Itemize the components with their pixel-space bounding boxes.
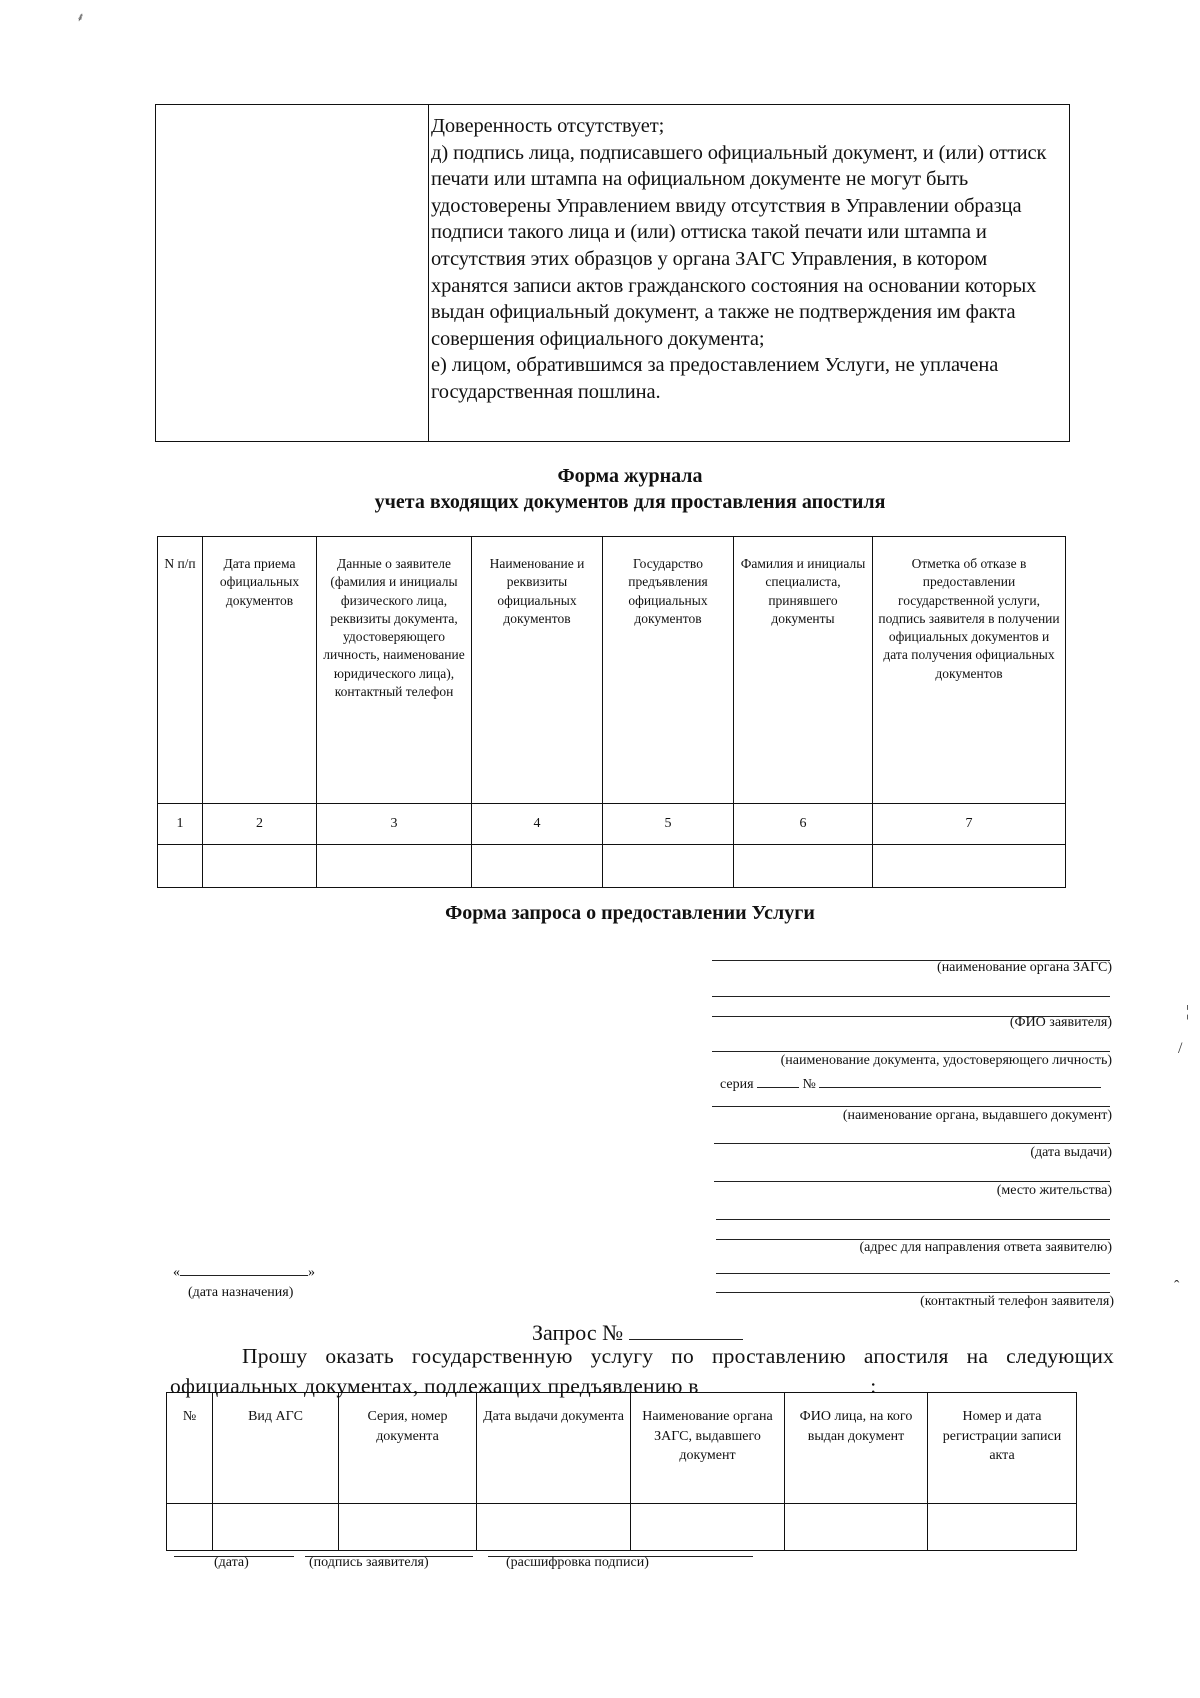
applicant-caption: (ФИО заявителя) — [1009, 1015, 1112, 1030]
journal-subtitle: учета входящих документов для проставления апостиля — [374, 491, 886, 513]
request-column-header: Номер и дата регистрации записи акта — [928, 1393, 1077, 1504]
journal-empty-cell[interactable] — [873, 845, 1066, 888]
signature-caption: (подпись заявителя) — [309, 1555, 429, 1570]
issue-date-caption: (дата выдачи) — [1030, 1145, 1112, 1160]
request-form-title: Форма запроса о предоставлении Услуги — [445, 902, 815, 924]
request-body-text: Прошу оказать государственную услугу по проставлению апостиля на следующих официальных документах, подлежащих предъявлению в — [170, 1344, 1114, 1398]
request-empty-cell[interactable] — [339, 1504, 477, 1551]
applicant-fill-line[interactable] — [712, 996, 1110, 997]
issuer-fill-line[interactable] — [712, 1106, 1110, 1107]
series-number-row — [720, 1075, 1101, 1093]
margin-scan-mark: / — [1178, 1040, 1183, 1057]
reply-address-fill-line[interactable] — [716, 1219, 1110, 1220]
refusal-grounds-table — [155, 104, 1070, 442]
refusal-grounds-label-cell — [156, 105, 429, 442]
open-quote: « — [173, 1265, 180, 1280]
request-empty-cell[interactable] — [631, 1504, 785, 1551]
request-empty-cell[interactable] — [167, 1504, 213, 1551]
appointment-date-caption: (дата назначения) — [188, 1285, 294, 1300]
series-label: серия — [720, 1077, 754, 1092]
journal-empty-cell[interactable] — [472, 845, 603, 888]
journal-column-header: Фамилия и инициалы специалиста, принявшего документы — [734, 537, 873, 804]
journal-empty-cell[interactable] — [734, 845, 873, 888]
request-empty-cell[interactable] — [785, 1504, 928, 1551]
journal-column-number: 4 — [472, 804, 603, 845]
journal-empty-cell[interactable] — [203, 845, 317, 888]
request-column-header: Наименование органа ЗАГС, выдавшего документ — [631, 1393, 785, 1504]
request-empty-row — [167, 1504, 1077, 1551]
zags-caption: (наименование органа ЗАГС) — [937, 960, 1112, 975]
journal-empty-row — [158, 845, 1066, 888]
request-documents-table — [166, 1392, 1077, 1551]
margin-scan-mark: ¦ — [1186, 1003, 1190, 1020]
request-header-row — [167, 1393, 1077, 1504]
request-column-header: ФИО лица, на кого выдан документ — [785, 1393, 928, 1504]
journal-column-number: 6 — [734, 804, 873, 845]
id-document-fill-line[interactable] — [712, 1051, 1110, 1052]
refusal-grounds-text-cell — [429, 105, 1070, 442]
refusal-ground-line: Доверенность отсутствует; — [431, 115, 665, 137]
journal-column-header: Данные о заявителе (фамилия и инициалы физического лица, реквизиты документа, удостоверяющего личность, наименование юридического лица), контактный телефон — [317, 537, 472, 804]
destination-country-fill-line[interactable] — [704, 1374, 870, 1393]
journal-title: Форма журнала — [557, 465, 703, 487]
id-document-caption: (наименование документа, удостоверяющего личность) — [780, 1053, 1112, 1068]
refusal-ground-line: д) подпись лица, подписавшего официальный документ, и (или) оттиск печати или штампа на официальном документе не могут быть удостоверены Управлением ввиду отсутствия в Управлении образца подписи такого лица и (или) оттиска такой печати или штампа и отсутствия этих образцов у органа ЗАГС Управления, в котором хранятся записи актов гражданского состояния на основании которых выдан официальный документ, а также не подтверждения им факта совершения официального документа; — [431, 141, 1047, 350]
journal-column-number: 1 — [158, 804, 203, 845]
journal-column-header: Наименование и реквизиты официальных документов — [472, 537, 603, 804]
request-empty-cell[interactable] — [928, 1504, 1077, 1551]
journal-column-number: 3 — [317, 804, 472, 845]
phone-fill-line[interactable] — [716, 1273, 1110, 1274]
close-quote: » — [308, 1265, 315, 1280]
request-column-header: Серия, номер документа — [339, 1393, 477, 1504]
request-column-header: Вид АГС — [213, 1393, 339, 1504]
request-column-header: № — [167, 1393, 213, 1504]
request-empty-cell[interactable] — [477, 1504, 631, 1551]
journal-table — [157, 536, 1066, 888]
residence-caption: (место жительства) — [996, 1183, 1112, 1198]
journal-empty-cell[interactable] — [158, 845, 203, 888]
journal-number-row — [158, 804, 1066, 845]
scan-mark: ⸙ — [75, 9, 87, 25]
number-label: № — [802, 1077, 816, 1092]
date-caption: (дата) — [214, 1555, 249, 1570]
journal-column-header: Дата приема официальных документов — [203, 537, 317, 804]
issue-date-fill-line[interactable] — [714, 1143, 1110, 1144]
request-number-label: Запрос № — [532, 1320, 624, 1345]
journal-empty-cell[interactable] — [603, 845, 734, 888]
request-body-end: : — [870, 1374, 877, 1398]
phone-fill-line[interactable] — [716, 1292, 1110, 1293]
journal-column-number: 5 — [603, 804, 734, 845]
request-empty-cell[interactable] — [213, 1504, 339, 1551]
journal-header-row — [158, 537, 1066, 804]
issuer-caption: (наименование органа, выдавшего документ) — [842, 1108, 1112, 1123]
journal-column-number: 2 — [203, 804, 317, 845]
residence-fill-line[interactable] — [714, 1181, 1110, 1182]
journal-empty-cell[interactable] — [317, 845, 472, 888]
journal-column-header: Отметка об отказе в предоставлении государственной услуги, подпись заявителя в получении официальных документов и дата получения официальных документов — [873, 537, 1066, 804]
phone-caption: (контактный телефон заявителя) — [920, 1294, 1114, 1309]
request-column-header: Дата выдачи документа — [477, 1393, 631, 1504]
appointment-date-fill-line[interactable] — [180, 1263, 308, 1276]
number-fill-line[interactable] — [819, 1075, 1101, 1088]
series-fill-line[interactable] — [757, 1075, 799, 1088]
journal-column-header: Государство предъявления официальных документов — [603, 537, 734, 804]
margin-scan-mark: ˆ — [1174, 1278, 1180, 1295]
journal-column-number: 7 — [873, 804, 1066, 845]
request-number-fill-line[interactable] — [629, 1323, 743, 1340]
reply-address-caption: (адрес для направления ответа заявителю) — [859, 1240, 1112, 1255]
transcript-caption: (расшифровка подписи) — [506, 1555, 649, 1570]
refusal-ground-line: е) лицом, обратившимся за предоставлением Услуги, не уплачена государственная пошлина. — [431, 354, 999, 403]
appointment-date-field — [173, 1263, 315, 1281]
journal-column-header: N п/п — [158, 537, 203, 804]
